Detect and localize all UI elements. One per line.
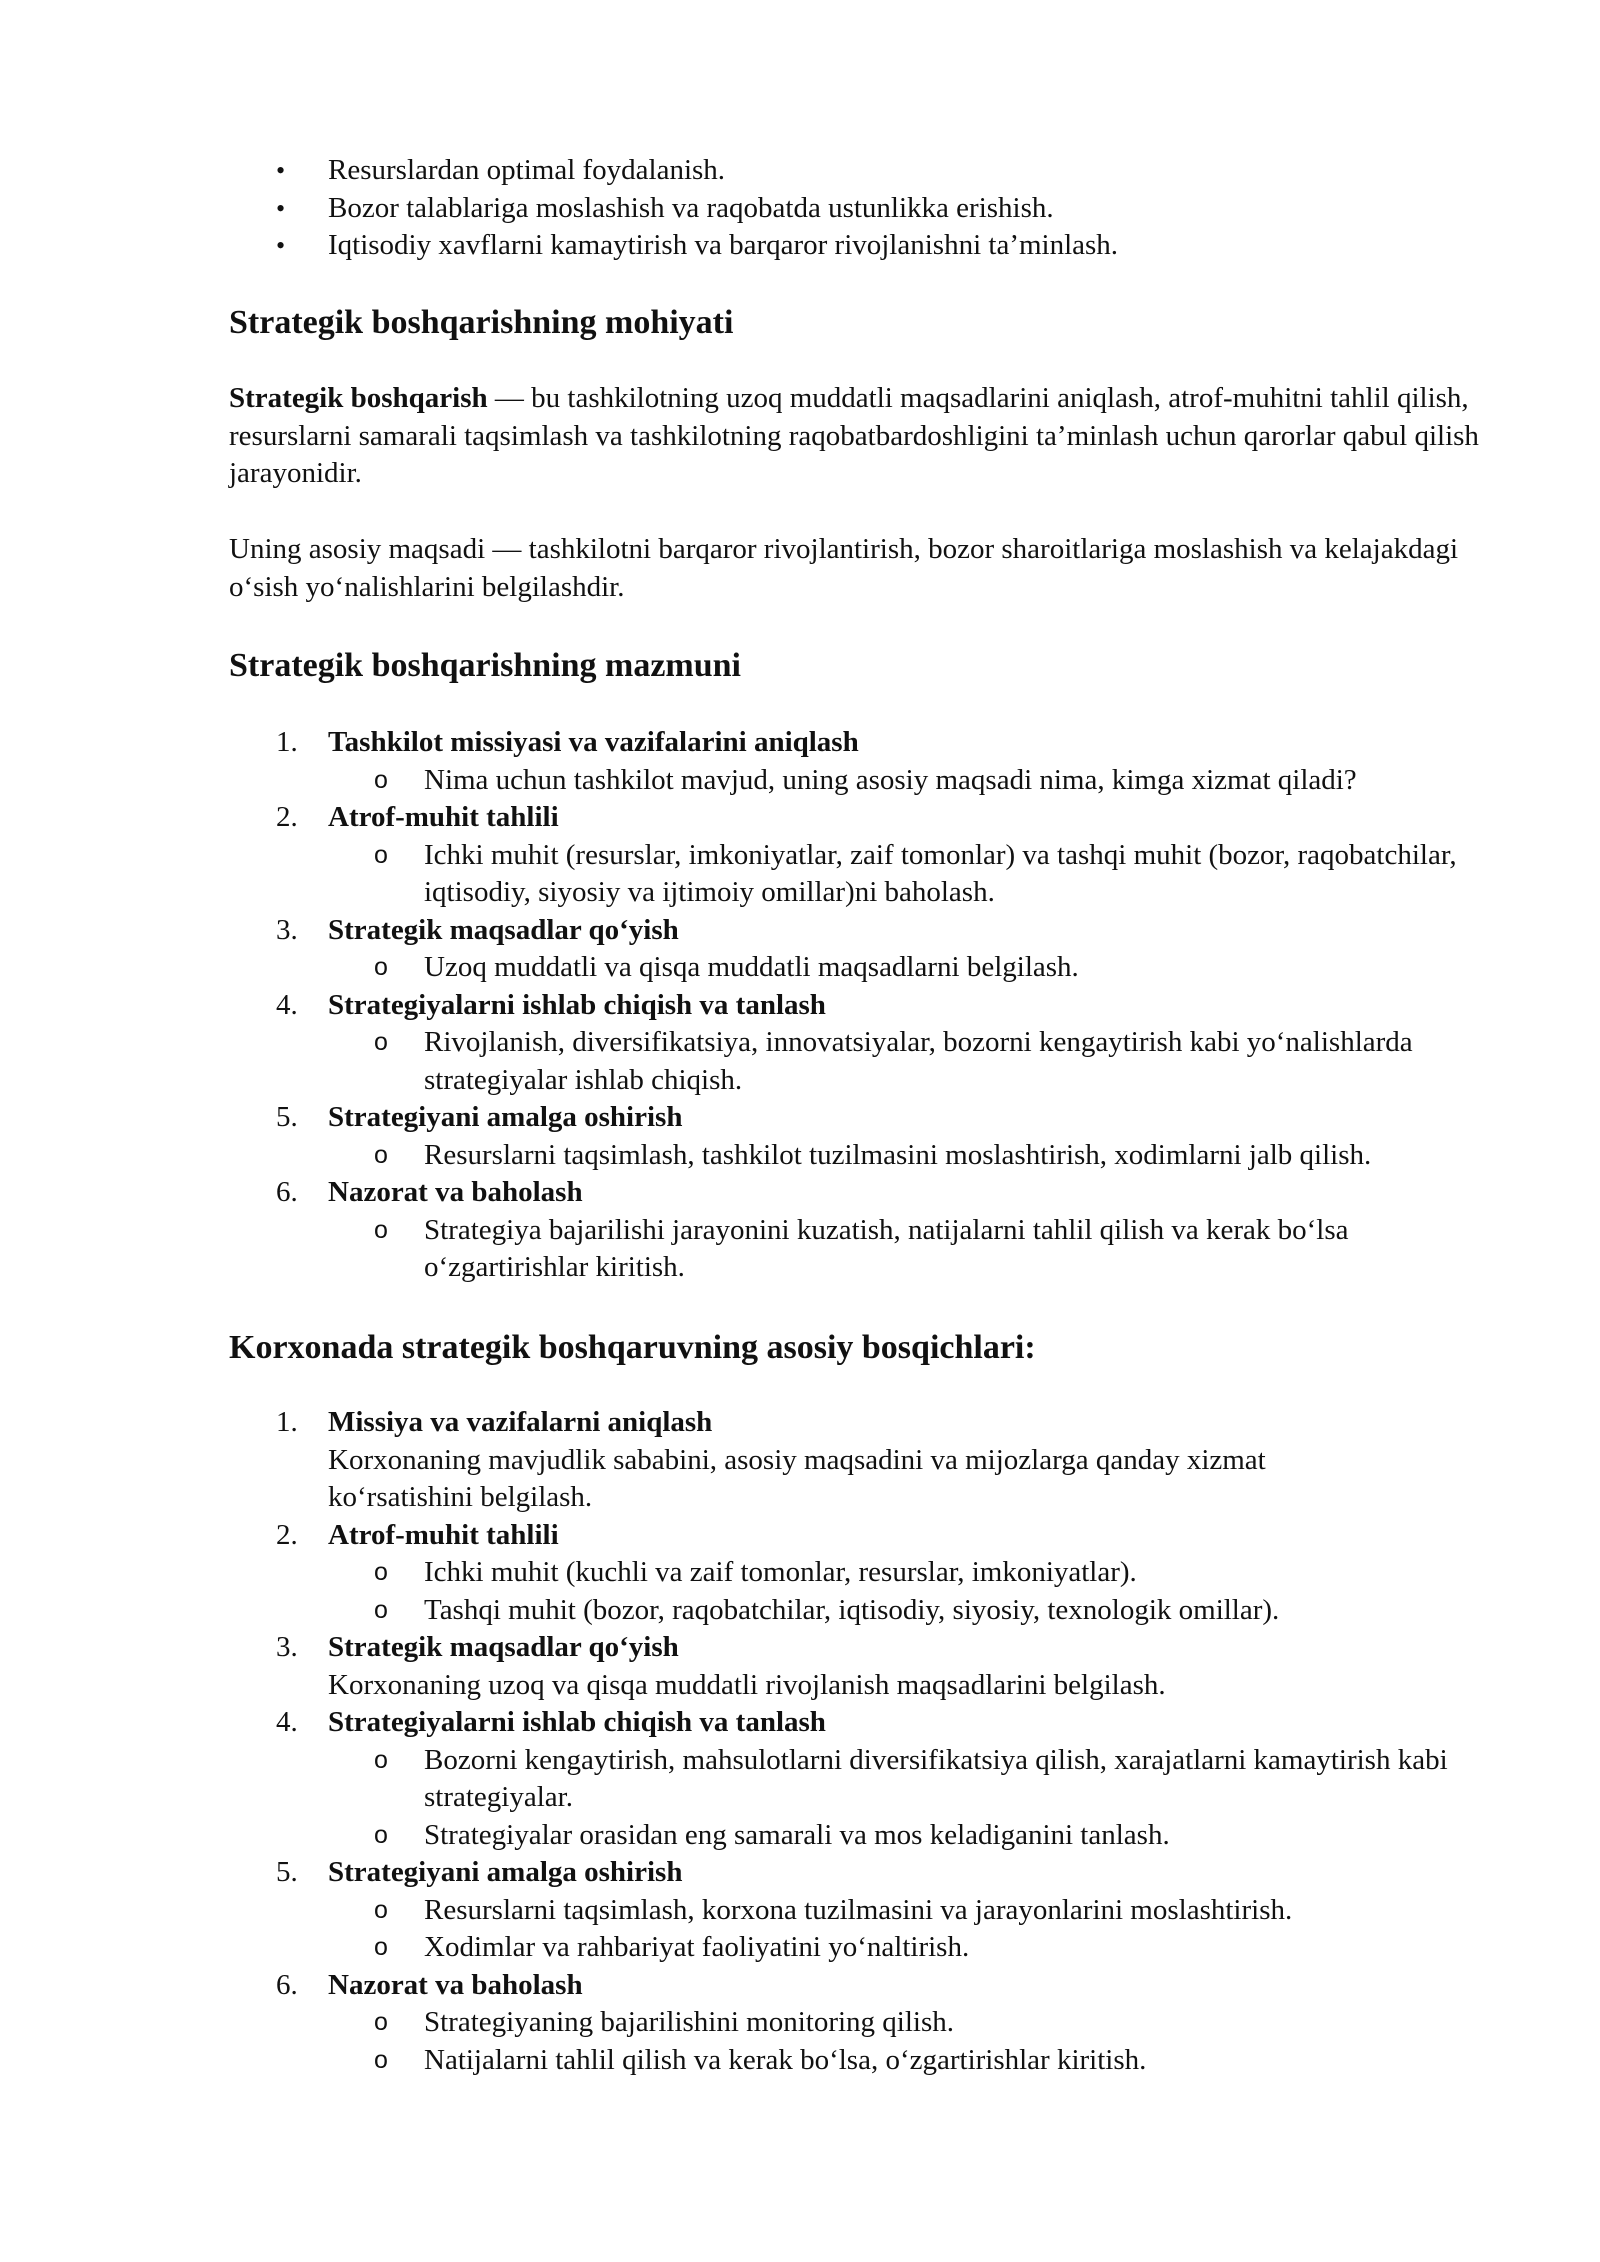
sub-item [0, 1742, 1484, 1817]
sub-item-text: Ichki muhit (resurslar, imkoniyatlar, zaif tomonlar) va tashqi muhit (bozor, raqobatchilar, iqtisodiy, siyosiy va ijtimoiy omillar)ni baholash. [424, 838, 1457, 908]
item-number: 4. [276, 1706, 298, 1738]
circle-bullet-icon: o [374, 1895, 388, 1924]
definition-term: Strategik boshqarish [229, 382, 488, 414]
section-heading-bosqichlari: Korxonada strategik boshqaruvning asosiy bosqichlari: [229, 1329, 1036, 1366]
item-description: Korxonaning uzoq va qisqa muddatli rivojlanish maqsadlarini belgilash. [328, 1668, 1166, 1701]
sub-item [0, 1892, 1484, 1930]
bullet-dot-icon: • [276, 193, 286, 223]
item-number: 5. [276, 1856, 298, 1888]
item-description: Korxonaning mavjudlik sababini, asosiy maqsadini va mijozlarga qanday xizmat ko‘rsatishini belgilash. [328, 1443, 1266, 1513]
list-item [0, 724, 1600, 799]
item-number: 4. [276, 988, 298, 1021]
sub-list [0, 1892, 1600, 1967]
item-number: 5. [276, 1101, 298, 1133]
sub-item [0, 1817, 1484, 1855]
circle-bullet-icon: o [374, 1745, 388, 1774]
circle-bullet-icon: o [374, 1595, 388, 1624]
list-item [0, 1967, 1600, 2080]
list-item [0, 1704, 1600, 1854]
item-title: Strategik maqsadlar qo‘yish [328, 913, 679, 946]
sub-item-text: Resurslarni taqsimlash, korxona tuzilmasini va jarayonlarini moslashtirish. [424, 1893, 1293, 1926]
item-title: Nazorat va baholash [328, 1968, 583, 2001]
list-item [0, 1099, 1600, 1174]
circle-bullet-icon: o [374, 1820, 388, 1849]
bosqichlari-numbered-list [0, 1404, 1600, 2079]
intro-bullet-list [0, 152, 1118, 265]
sub-item-text: Uzoq muddatli va qisqa muddatli maqsadlarni belgilash. [424, 951, 1079, 983]
sub-item-text: Strategiya bajarilishi jarayonini kuzatish, natijalarni tahlil qilish va kerak bo‘lsa o‘zgartirishlar kiritish. [424, 1213, 1349, 1283]
sub-item [0, 949, 1484, 987]
sub-item-text: Nima uchun tashkilot mavjud, uning asosiy maqsadi nima, kimga xizmat qiladi? [424, 763, 1357, 796]
sub-item [0, 837, 1484, 912]
item-title: Atrof-muhit tahlili [328, 801, 559, 833]
sub-item [0, 1592, 1484, 1630]
item-number: 6. [276, 1968, 298, 2001]
bullet-dot-icon: • [276, 156, 286, 185]
item-title: Strategiyalarni ishlab chiqish va tanlash [328, 988, 826, 1021]
list-item [0, 912, 1600, 987]
sub-item-text: Tashqi muhit (bozor, raqobatchilar, iqtisodiy, siyosiy, texnologik omillar). [424, 1593, 1280, 1626]
sub-item-text: Resurslarni taqsimlash, tashkilot tuzilmasini moslashtirish, xodimlarni jalb qilish. [424, 1138, 1372, 1171]
circle-bullet-icon: o [374, 840, 388, 869]
goal-paragraph: Uning asosiy maqsadi — tashkilotni barqaror rivojlantirish, bozor sharoitlariga moslashish va kelajakdagi o‘sish yo‘nalishlarini belgilashdir. [229, 533, 1459, 603]
sub-list [0, 1137, 1600, 1175]
circle-bullet-icon: o [374, 1140, 388, 1169]
item-number: 2. [276, 801, 298, 833]
item-number: 1. [276, 726, 298, 758]
sub-item [0, 762, 1484, 800]
section-heading-mazmuni: Strategik boshqarishning mazmuni [229, 647, 741, 684]
item-number: 6. [276, 1176, 298, 1208]
sub-item-text: Strategiyaning bajarilishini monitoring qilish. [424, 2006, 955, 2038]
item-title: Strategik maqsadlar qo‘yish [328, 1631, 679, 1663]
sub-item-text: Strategiyalar orasidan eng samarali va mos keladiganini tanlash. [424, 1818, 1170, 1851]
sub-item-text: Bozorni kengaytirish, mahsulotlarni diversifikatsiya qilish, xarajatlarni kamaytirish kabi strategiyalar. [424, 1743, 1448, 1813]
bullet-item [0, 227, 1118, 265]
item-title: Strategiyani amalga oshirish [328, 1856, 683, 1888]
sub-list [0, 1024, 1600, 1099]
circle-bullet-icon: o [374, 765, 388, 794]
list-item [0, 987, 1600, 1100]
section-heading-mohiyati: Strategik boshqarishning mohiyati [229, 304, 734, 341]
bullet-text: Iqtisodiy xavflarni kamaytirish va barqaror rivojlanishni ta’minlash. [328, 229, 1119, 261]
sub-list [0, 837, 1600, 912]
bullet-item [0, 152, 1118, 190]
item-number: 1. [276, 1406, 298, 1438]
sub-list [0, 1554, 1600, 1629]
definition-paragraph [229, 380, 1499, 493]
sub-item-text: Rivojlanish, diversifikatsiya, innovatsiyalar, bozorni kengaytirish kabi yo‘nalishlarda strategiyalar ishlab chiqish. [424, 1026, 1413, 1096]
item-title: Nazorat va baholash [328, 1176, 583, 1208]
item-number: 3. [276, 1631, 298, 1663]
item-title: Strategiyalarni ishlab chiqish va tanlash [328, 1706, 826, 1738]
list-item [0, 1404, 1600, 1517]
sub-item [0, 1929, 1484, 1967]
bullet-item [0, 190, 1118, 228]
sub-list [0, 762, 1600, 800]
item-number: 3. [276, 913, 298, 946]
circle-bullet-icon: o [374, 1215, 388, 1244]
bullet-dot-icon: • [276, 231, 286, 260]
bullet-text: Resurslardan optimal foydalanish. [328, 154, 726, 186]
item-number: 2. [276, 1518, 298, 1551]
item-title: Atrof-muhit tahlili [328, 1518, 559, 1551]
sub-item [0, 1137, 1484, 1175]
bullet-text: Bozor talablariga moslashish va raqobatda ustunlikka erishish. [328, 191, 1054, 224]
sub-item [0, 1554, 1484, 1592]
sub-item [0, 2004, 1484, 2042]
sub-list [0, 1212, 1600, 1287]
list-item [0, 1174, 1600, 1287]
sub-list [0, 949, 1600, 987]
item-title: Tashkilot missiyasi va vazifalarini aniqlash [328, 726, 859, 758]
sub-item-text: Ichki muhit (kuchli va zaif tomonlar, resurslar, imkoniyatlar). [424, 1556, 1137, 1588]
circle-bullet-icon: o [374, 2045, 388, 2074]
list-item [0, 799, 1600, 912]
circle-bullet-icon: o [374, 1028, 388, 1056]
mazmuni-numbered-list [0, 724, 1600, 1287]
list-item [0, 1629, 1600, 1704]
item-title: Missiya va vazifalarni aniqlash [328, 1406, 713, 1438]
circle-bullet-icon: o [374, 1558, 388, 1586]
sub-list [0, 1742, 1600, 1855]
sub-item [0, 2042, 1484, 2080]
sub-item [0, 1024, 1484, 1099]
sub-item-text: Xodimlar va rahbariyat faoliyatini yo‘naltirish. [424, 1931, 970, 1963]
circle-bullet-icon: o [374, 953, 388, 981]
sub-item [0, 1212, 1484, 1287]
sub-list [0, 2004, 1600, 2079]
definition-text: — bu tashkilotning uzoq muddatli maqsadlarini aniqlash, atrof-muhitni tahlil qilish, resurslarni samarali taqsimlash va tashkilotning raqobatbardoshligini ta’minlash uchun qarorlar qabul qilish jarayonidir. [229, 382, 1479, 489]
list-item [0, 1854, 1600, 1967]
list-item [0, 1517, 1600, 1630]
item-title: Strategiyani amalga oshirish [328, 1101, 683, 1133]
circle-bullet-icon: o [374, 1933, 388, 1961]
circle-bullet-icon: o [374, 2008, 388, 2036]
sub-item-text: Natijalarni tahlil qilish va kerak bo‘lsa, o‘zgartirishlar kiritish. [424, 2043, 1147, 2076]
